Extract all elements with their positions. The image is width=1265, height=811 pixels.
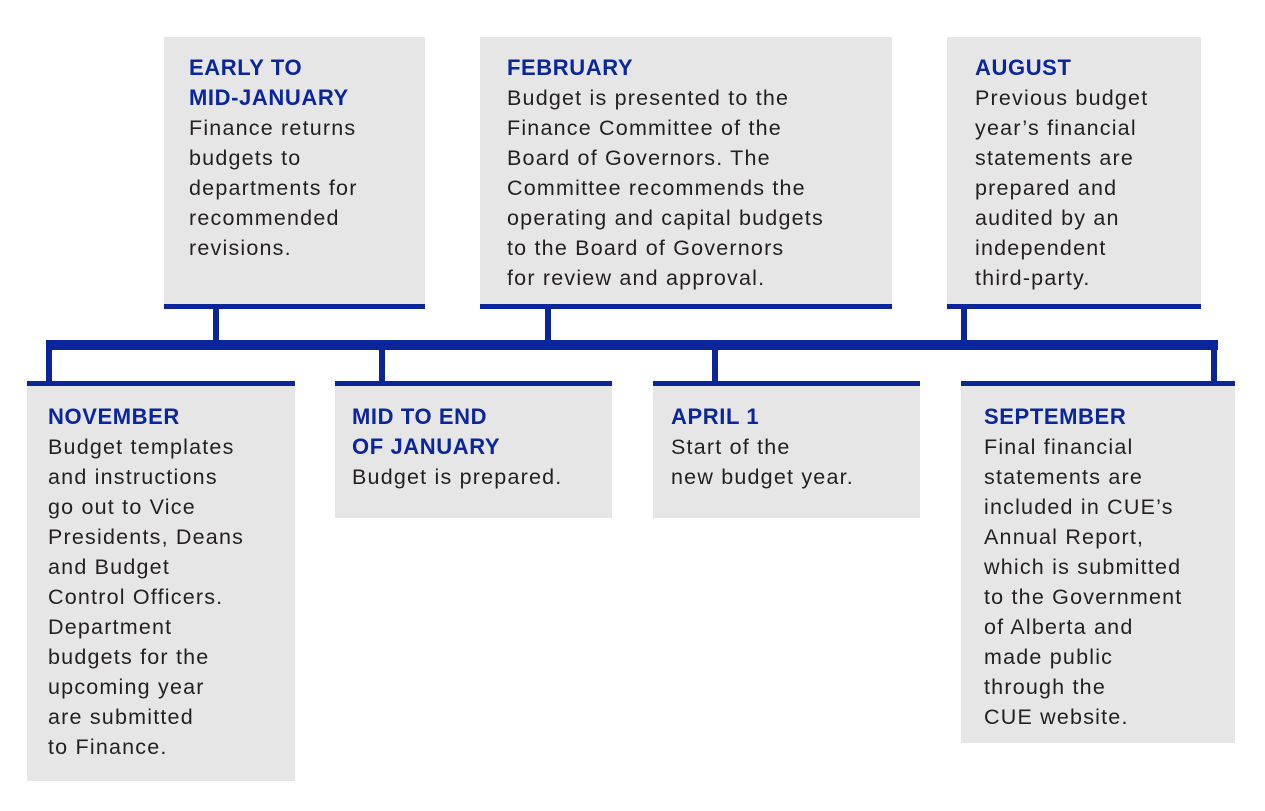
event-description: Finance returns budgets to departments for recommended revisions.	[189, 116, 358, 260]
event-title: NOVEMBER	[48, 404, 180, 429]
event-description: Budget is prepared.	[352, 465, 563, 489]
connector-november	[46, 345, 52, 385]
connector-february	[545, 305, 551, 345]
event-title: AUGUST	[975, 55, 1072, 80]
connector-august	[961, 305, 967, 345]
event-box-november	[27, 381, 295, 781]
event-box-september	[961, 381, 1235, 743]
event-box-february	[480, 37, 892, 309]
event-title: EARLY TO MID-JANUARY	[189, 55, 349, 110]
event-description: Start of the new budget year.	[671, 435, 854, 489]
event-description: Budget is presented to the Finance Committee of the Board of Governors. The Committee recommends the operating and capital budgets to the Board of Governors for review and approval.	[507, 86, 824, 290]
connector-september	[1211, 345, 1217, 385]
timeline-main-line	[46, 340, 1218, 350]
event-description: Budget templates and instructions go out to Vice Presidents, Deans and Budget Control Officers. Department budgets for the upcoming year are submitted to Finance.	[48, 435, 245, 759]
event-box-early-january	[164, 37, 425, 309]
event-description: Final financial statements are included in CUE’s Annual Report, which is submitted to the Government of Alberta and made public through the CUE website.	[984, 435, 1183, 729]
event-box-august	[947, 37, 1201, 309]
event-title: MID TO END OF JANUARY	[352, 404, 501, 459]
event-title: FEBRUARY	[507, 55, 634, 80]
connector-early-january	[213, 305, 219, 345]
event-box-april	[653, 381, 920, 518]
event-box-mid-end-january	[335, 381, 612, 518]
connector-april	[712, 345, 718, 385]
event-description: Previous budget year’s financial statements are prepared and audited by an independent third-party.	[975, 86, 1149, 290]
connector-mid-end-january	[379, 345, 385, 385]
event-title: SEPTEMBER	[984, 404, 1127, 429]
event-title: APRIL 1	[671, 404, 760, 429]
